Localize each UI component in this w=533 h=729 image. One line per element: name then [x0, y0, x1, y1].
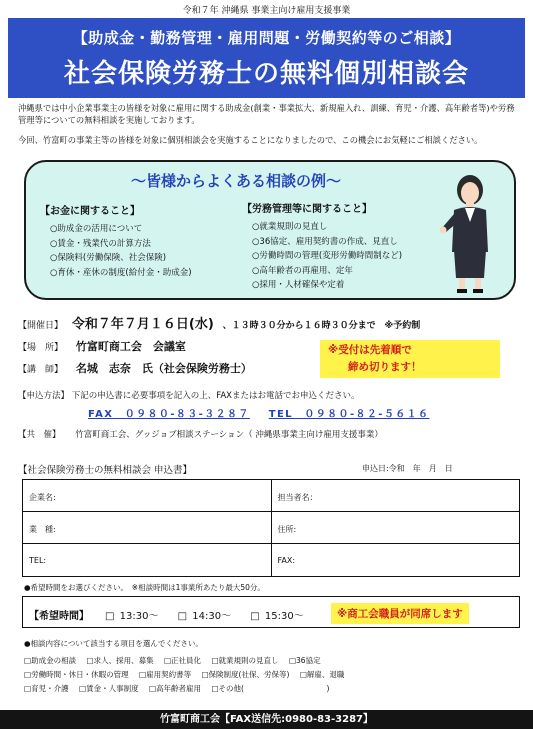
tel-number[interactable]: TEL ０９８０-８２-５６１６	[268, 409, 430, 420]
co-host-row	[18, 428, 383, 440]
list-item: ○育休・産休の制度(給付金・助成金)	[50, 267, 192, 278]
notice-line-1: ※受付は先着順で	[328, 344, 412, 356]
application-method-row	[18, 390, 359, 403]
program-name: 令和７年 沖縄県 事業主向け雇用支援事業	[182, 6, 351, 16]
list-item: ○保険料(労働保険、社会保険)	[50, 253, 167, 263]
first-come-notice	[320, 340, 500, 378]
industry-field[interactable]: 業 種:	[29, 525, 56, 534]
lecturer-label: 【講 師】	[18, 365, 64, 375]
topic-checkbox[interactable]: □求人、採用、募集	[86, 656, 154, 665]
topic-checkbox[interactable]: □雇用契約書等	[138, 670, 192, 679]
company-name-field[interactable]: 企業名:	[29, 493, 56, 502]
host-text: 竹富町商工会、グッジョブ相談ステーション（ 沖縄県事業主向け雇用支援事業）	[75, 430, 383, 440]
topic-row	[24, 682, 352, 696]
examples-title: ～皆様からよくある相談の例～	[130, 172, 341, 190]
list-item: ○労働時間の管理(変形労働時間制など)	[252, 251, 403, 261]
event-date-row	[18, 313, 420, 332]
reservation-note: ※予約制	[384, 321, 421, 331]
notice-line-2: 締め切ります！	[348, 361, 422, 373]
list-item: ○採用・人材確保や定着	[252, 280, 345, 290]
money-column	[40, 204, 192, 280]
list-item: ○36協定、雇用契約書の作成、見直し	[252, 236, 398, 247]
staff-attendance-note: ※商工会職員が同席します	[331, 603, 469, 624]
list-item: ○就業規則の見直し	[252, 222, 328, 232]
topic-checkbox[interactable]: □正社員化	[163, 656, 202, 665]
apply-text: 下記の申込書に必要事項を記入の上、FAXまたはお電話でお申込ください。	[71, 391, 360, 401]
header-subtitle: 【助成金・勤務管理・雇用問題・労働契約等のご相談】	[72, 29, 461, 47]
list-item: ○助成金の活用について	[50, 224, 143, 234]
time-option-1430[interactable]: □ 14:30～	[177, 611, 232, 622]
topic-checkbox[interactable]: □助成金の相談	[24, 656, 77, 665]
header-banner	[8, 18, 525, 98]
topic-checkbox[interactable]: □その他( )	[211, 684, 330, 693]
place-label: 【場 所】	[18, 343, 64, 353]
application-date-field[interactable]: 申込日:令和 年 月 日	[362, 464, 453, 473]
topic-checkbox[interactable]: □高年齢者雇用	[148, 684, 202, 693]
date-label: 【開催日】	[18, 321, 64, 331]
list-item: ○賃金・残業代の計算方法	[50, 238, 151, 249]
topic-checkbox[interactable]: □労働時間・休日・休暇の管理	[24, 670, 129, 679]
intro-paragraph-1: 沖縄県では中小企業事業主の皆様を対象に雇用に関する助成金(創業・事業拡大、新規雇入れ、訓練、育児・介護、高年齢者等)や労務管理等についての無料相談を実施しております。	[18, 103, 515, 125]
form-heading: 【社会保険労務士の無料相談会 申込書】	[18, 465, 193, 476]
lecturer-row	[18, 360, 252, 376]
event-time: 、１３時３０分から１６時３０分まで	[222, 321, 376, 331]
table-row	[23, 480, 519, 512]
preferred-time-box	[22, 596, 520, 628]
address-field[interactable]: 住所:	[271, 512, 520, 543]
topic-row	[24, 668, 352, 682]
time-option-1530[interactable]: □ 15:30～	[250, 611, 304, 622]
venue-row	[18, 338, 186, 354]
list-item: ○高年齢者の再雇用、定年	[252, 265, 353, 276]
topic-checkbox[interactable]: □36協定	[288, 656, 321, 665]
topic-checkboxes	[24, 654, 352, 696]
presenter-illustration	[440, 170, 500, 295]
time-option-1330[interactable]: □ 13:30～	[105, 611, 159, 622]
topic-checkbox[interactable]: □就業規則の見直し	[211, 656, 279, 665]
topic-selection-note: ●相談内容について該当する項目を選んでください。	[24, 639, 203, 648]
application-form-table	[22, 479, 520, 577]
page-title: 社会保険労務士の無料個別相談会	[63, 59, 469, 89]
fax-number[interactable]: FAX ０９８０-８３-３２８７	[88, 409, 250, 420]
footer-fax-bar: 竹富町商工会【FAX送信先:0980-83-3287】	[0, 710, 533, 729]
topic-checkbox[interactable]: □解雇、退職	[299, 670, 345, 679]
event-date: 令和７年７月１６日(水)	[71, 317, 214, 332]
lecturer-name: 名城 志奈 氏（社会保険労務士）	[75, 362, 252, 375]
topic-checkbox[interactable]: □賃金・人事制度	[78, 684, 139, 693]
venue-name: 竹富町商工会 会議室	[75, 340, 186, 353]
contact-person-field[interactable]: 担当者名：	[271, 480, 520, 511]
topic-checkbox[interactable]: □保険制度(社保、労保等)	[201, 670, 290, 679]
table-row	[23, 512, 519, 544]
fax-field[interactable]: FAX:	[271, 544, 520, 576]
contact-numbers	[88, 405, 443, 420]
host-label: 【共 催】	[18, 430, 61, 440]
time-options	[105, 607, 318, 622]
labor-heading: 【労務管理等に関すること】	[242, 204, 372, 215]
table-row	[23, 544, 519, 576]
time-selection-note: ●希望時間をお選びください。 ※相談時間は1事業所あたり最大50分。	[24, 583, 265, 592]
topic-checkbox[interactable]: □育児・介護	[24, 684, 69, 693]
labor-column	[242, 202, 402, 293]
topic-row	[24, 654, 352, 668]
apply-label: 【申込方法】	[18, 391, 70, 401]
preferred-time-label: 【希望時間】	[29, 611, 89, 622]
tel-field[interactable]: TEL:	[29, 556, 47, 565]
money-heading: 【お金に関すること】	[40, 206, 140, 217]
intro-paragraph-2: 今回、竹富町の事業主等の皆様を対象に個別相談会を実施することになりましたので、この機会にお気軽にご相談ください。	[18, 135, 483, 145]
